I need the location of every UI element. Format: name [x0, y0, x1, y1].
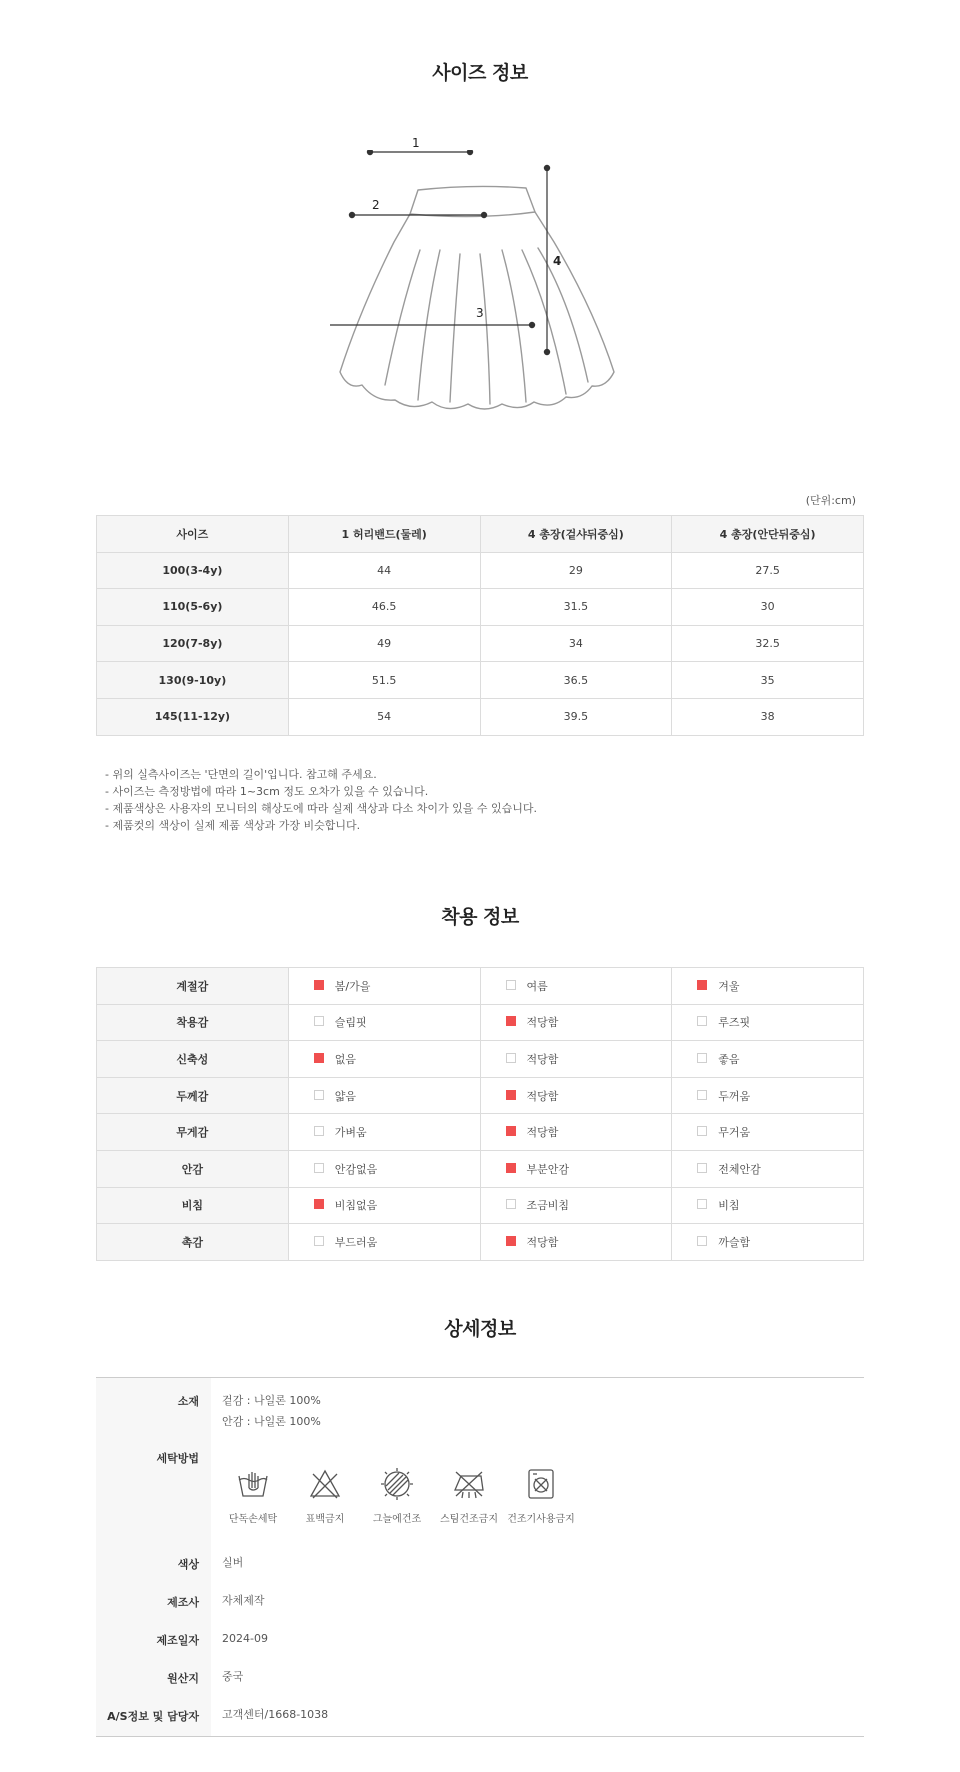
- skirt-size-diagram: [330, 150, 640, 410]
- table-row: [97, 662, 864, 699]
- table-row: [97, 698, 864, 735]
- as-info-value: 고객센터/1668-1038: [222, 1708, 329, 1721]
- wear-attribute-label: 착용감: [97, 1004, 289, 1041]
- wear-option-label: 무거움: [718, 1126, 751, 1140]
- unchecked-box-icon: [314, 1090, 324, 1100]
- wash-item-label: 건조기사용금지: [507, 1514, 575, 1525]
- waistband-cell: 51.5: [288, 662, 480, 699]
- checked-box-icon: [314, 1199, 324, 1209]
- table-row: [97, 1077, 864, 1114]
- unchecked-box-icon: [697, 1199, 707, 1209]
- header-size: 사이즈: [97, 516, 289, 553]
- table-row: [97, 1224, 864, 1261]
- checked-box-icon: [506, 1126, 516, 1136]
- unchecked-box-icon: [697, 1090, 707, 1100]
- checked-box-icon: [697, 980, 707, 990]
- wear-option-label: 적당함: [526, 1016, 559, 1030]
- length-inner-cell: 38: [672, 698, 864, 735]
- size-cell: 100(3-4y): [97, 552, 289, 589]
- origin-value: 중국: [222, 1670, 244, 1683]
- wear-option: [480, 968, 672, 1005]
- checked-box-icon: [314, 1053, 324, 1063]
- origin-label: 원산지: [167, 1672, 199, 1685]
- as-info-label: A/S정보 및 담당자: [107, 1710, 199, 1723]
- note-line: - 제품색상은 사용자의 모니터의 해상도에 따라 실제 색상과 다소 차이가 있을 수 있습니다.: [105, 802, 537, 815]
- waistband-cell: 54: [288, 698, 480, 735]
- diagram-label-1: 1: [412, 136, 420, 150]
- wear-option: [288, 1114, 480, 1151]
- wear-option: [288, 1041, 480, 1078]
- manufacturer-value: 자체제작: [222, 1594, 265, 1607]
- wear-option-label: 적당함: [526, 1235, 559, 1249]
- wear-option: [672, 968, 864, 1005]
- length-inner-cell: 27.5: [672, 552, 864, 589]
- length-outer-cell: 36.5: [480, 662, 672, 699]
- wear-option-label: 루즈핏: [718, 1016, 751, 1030]
- size-cell: 145(11-12y): [97, 698, 289, 735]
- wear-attribute-label: 두께감: [97, 1077, 289, 1114]
- wear-option: [672, 1041, 864, 1078]
- no-bleach-icon: [307, 1466, 343, 1502]
- length-outer-cell: 31.5: [480, 589, 672, 626]
- wear-option-label: 슬림핏: [334, 1016, 367, 1030]
- wear-option: [672, 1224, 864, 1261]
- table-row: [97, 1187, 864, 1224]
- wear-option-label: 부드러움: [334, 1235, 378, 1249]
- skirt-outline-illustration: [330, 150, 640, 410]
- unchecked-box-icon: [697, 1053, 707, 1063]
- manufacturer-label: 제조사: [167, 1596, 199, 1609]
- unchecked-box-icon: [697, 1163, 707, 1173]
- wear-option: [480, 1224, 672, 1261]
- note-line: - 제품컷의 색상이 실제 제품 색상과 가장 비슷합니다.: [105, 819, 361, 832]
- wash-label: 세탁방법: [156, 1452, 199, 1465]
- wear-option-label: 적당함: [526, 1089, 559, 1103]
- wear-option-label: 두꺼움: [718, 1089, 751, 1103]
- wear-option-label: 조금비침: [526, 1199, 570, 1213]
- size-notes: [105, 766, 537, 834]
- shade-dry-icon: [379, 1466, 415, 1502]
- wear-option-label: 좋음: [718, 1052, 740, 1066]
- wear-attribute-label: 신축성: [97, 1041, 289, 1078]
- length-inner-cell: 35: [672, 662, 864, 699]
- checked-box-icon: [314, 980, 324, 990]
- wear-option: [672, 1077, 864, 1114]
- note-line: - 위의 실측사이즈는 '단면의 길이'입니다. 참고해 주세요.: [105, 768, 377, 781]
- length-outer-cell: 34: [480, 625, 672, 662]
- size-info-title: 사이즈 정보: [432, 62, 528, 84]
- unchecked-box-icon: [506, 1053, 516, 1063]
- table-row: [97, 1041, 864, 1078]
- no-tumble-dry-icon: [523, 1466, 559, 1502]
- wear-option-label: 부분안감: [526, 1162, 570, 1176]
- wear-attribute-label: 안감: [97, 1150, 289, 1187]
- table-row: [97, 625, 864, 662]
- size-cell: 130(9-10y): [97, 662, 289, 699]
- wear-info-title: 착용 정보: [441, 906, 519, 928]
- wear-option-label: 적당함: [526, 1126, 559, 1140]
- manufacture-date-value: 2024-09: [222, 1632, 268, 1645]
- wear-option: [480, 1004, 672, 1041]
- unit-note: (단위:cm): [805, 494, 856, 507]
- unchecked-box-icon: [697, 1126, 707, 1136]
- material-outer: 겉감 : 나일론 100%: [222, 1394, 321, 1407]
- length-inner-cell: 30: [672, 589, 864, 626]
- length-inner-cell: 32.5: [672, 625, 864, 662]
- wear-option: [288, 1150, 480, 1187]
- table-row: [97, 1114, 864, 1151]
- note-line: - 사이즈는 측정방법에 따라 1~3cm 정도 오차가 있을 수 있습니다.: [105, 785, 429, 798]
- detail-info-panel: [96, 1377, 864, 1737]
- wear-option: [288, 1077, 480, 1114]
- wash-item-label: 그늘에건조: [372, 1514, 422, 1525]
- wear-option: [288, 1224, 480, 1261]
- wash-row: [96, 1450, 864, 1550]
- wear-attribute-label: 촉감: [97, 1224, 289, 1261]
- unchecked-box-icon: [314, 1126, 324, 1136]
- table-row: [97, 1150, 864, 1187]
- wear-option-label: 가벼움: [334, 1126, 367, 1140]
- checked-box-icon: [506, 1016, 516, 1026]
- table-row: [97, 1004, 864, 1041]
- header-length-inner: 4 총장(안단뒤중심): [672, 516, 864, 553]
- waistband-cell: 46.5: [288, 589, 480, 626]
- color-label: 색상: [177, 1558, 199, 1571]
- detail-info-title: 상세정보: [444, 1318, 516, 1340]
- wash-item-label: 표백금지: [305, 1514, 345, 1525]
- header-length-outer: 4 총장(겉샤뒤중심): [480, 516, 672, 553]
- wear-option: [480, 1114, 672, 1151]
- wear-attribute-label: 무게감: [97, 1114, 289, 1151]
- unchecked-box-icon: [506, 1199, 516, 1209]
- wear-attribute-label: 비침: [97, 1187, 289, 1224]
- waistband-cell: 49: [288, 625, 480, 662]
- wear-option: [672, 1114, 864, 1151]
- size-table: [96, 515, 864, 736]
- checked-box-icon: [506, 1090, 516, 1100]
- unchecked-box-icon: [314, 1163, 324, 1173]
- table-row: [97, 968, 864, 1005]
- unchecked-box-icon: [697, 1236, 707, 1246]
- wear-option: [288, 968, 480, 1005]
- size-table-header-row: [97, 516, 864, 553]
- wear-option: [288, 1187, 480, 1224]
- diagram-label-3: 3: [476, 306, 484, 320]
- checked-box-icon: [506, 1236, 516, 1246]
- wear-option: [480, 1041, 672, 1078]
- table-row: [97, 589, 864, 626]
- wear-option: [480, 1077, 672, 1114]
- wear-option-label: 안감없음: [334, 1162, 378, 1176]
- wash-item-label: 스팀건조금지: [440, 1514, 498, 1525]
- wear-option-label: 비침없음: [334, 1199, 378, 1213]
- unchecked-box-icon: [314, 1236, 324, 1246]
- wear-option: [672, 1187, 864, 1224]
- waistband-cell: 44: [288, 552, 480, 589]
- length-outer-cell: 29: [480, 552, 672, 589]
- diagram-label-4: 4: [553, 254, 562, 268]
- no-steam-iron-icon: [451, 1466, 487, 1502]
- wear-option-label: 얇음: [334, 1089, 357, 1103]
- wear-option-label: 적당함: [526, 1052, 559, 1066]
- wear-attribute-label: 계절감: [97, 968, 289, 1005]
- color-value: 실버: [222, 1556, 244, 1569]
- wear-option: [672, 1004, 864, 1041]
- unchecked-box-icon: [506, 980, 516, 990]
- header-waistband: 1 허리밴드(둘레): [288, 516, 480, 553]
- wear-option-label: 비침: [718, 1199, 740, 1213]
- unchecked-box-icon: [697, 1016, 707, 1026]
- wear-option: [288, 1004, 480, 1041]
- wear-option: [480, 1150, 672, 1187]
- size-cell: 110(5-6y): [97, 589, 289, 626]
- material-value: [222, 1390, 321, 1432]
- hand-wash-icon: [235, 1466, 271, 1502]
- wear-option-label: 전체안감: [718, 1162, 761, 1176]
- wear-option: [672, 1150, 864, 1187]
- wear-option-label: 여름: [526, 979, 548, 993]
- wear-option-label: 봄/가을: [334, 979, 371, 993]
- wear-option-label: 겨울: [718, 979, 740, 993]
- wash-item-label: 단독손세탁: [228, 1514, 278, 1525]
- wear-info-table: [96, 967, 864, 1261]
- material-lining: 안감 : 나일론 100%: [222, 1415, 321, 1428]
- wash-item: [496, 1466, 586, 1525]
- diagram-label-2: 2: [372, 198, 380, 212]
- manufacture-date-label: 제조일자: [156, 1634, 199, 1647]
- size-cell: 120(7-8y): [97, 625, 289, 662]
- wear-option-label: 까슬함: [718, 1235, 751, 1249]
- table-row: [97, 552, 864, 589]
- checked-box-icon: [506, 1163, 516, 1173]
- material-label: 소재: [177, 1395, 199, 1408]
- wear-option-label: 없음: [334, 1052, 357, 1066]
- length-outer-cell: 39.5: [480, 698, 672, 735]
- unchecked-box-icon: [314, 1016, 324, 1026]
- wear-option: [480, 1187, 672, 1224]
